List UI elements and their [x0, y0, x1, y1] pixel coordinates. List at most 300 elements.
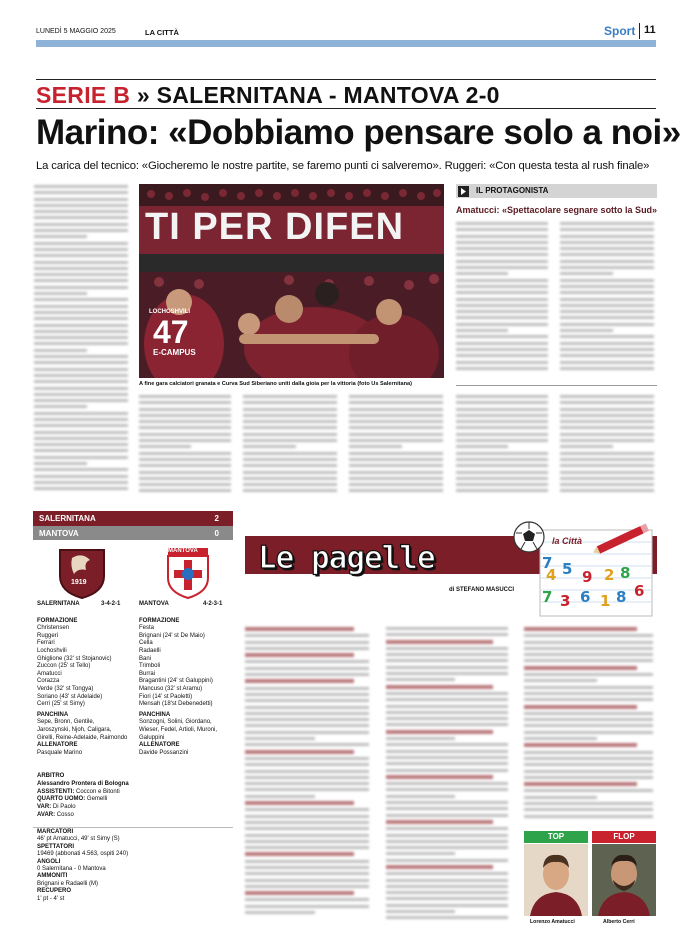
text-line	[524, 692, 653, 695]
text-line	[34, 431, 128, 434]
text-line	[139, 395, 231, 398]
protagonista-bar	[456, 184, 657, 198]
recupero-value: 1' pt - 4' st	[37, 895, 65, 902]
notebook-illustration	[512, 520, 657, 620]
text-line	[139, 452, 231, 455]
text-line	[560, 354, 654, 357]
text-line	[34, 424, 128, 427]
text-line	[524, 763, 653, 766]
text-line	[139, 420, 231, 423]
article-column-3	[243, 395, 340, 496]
text-line	[560, 241, 654, 244]
text-line	[456, 335, 548, 338]
text-line	[524, 770, 653, 773]
text-line	[386, 801, 508, 804]
official-row	[37, 781, 232, 789]
text-line	[386, 633, 508, 636]
text-line	[245, 860, 369, 863]
text-line	[456, 414, 548, 417]
pagelle-title: Le pagelle	[258, 540, 435, 576]
official-name: Gemelli	[85, 796, 108, 803]
text-line	[456, 426, 548, 429]
text-line	[456, 323, 548, 326]
text-line	[560, 433, 654, 436]
text-line	[243, 477, 337, 480]
protagonista-column-2	[560, 222, 657, 373]
stats-rule	[33, 827, 233, 828]
lineup-player: Mensah (18'st Debenedetti)	[139, 701, 213, 708]
text-line	[243, 420, 337, 423]
top-label: TOP	[524, 831, 588, 843]
svg-text:7: 7	[542, 588, 553, 606]
text-line	[386, 627, 508, 630]
text-line	[456, 329, 508, 332]
lineup-player: Trimboli	[139, 663, 161, 670]
text-line	[456, 408, 548, 411]
text-line	[524, 641, 653, 644]
text-line	[139, 458, 231, 461]
text-line	[245, 627, 354, 631]
text-line	[524, 627, 637, 631]
text-line	[349, 395, 443, 398]
angoli-label: ANGOLI	[37, 858, 61, 865]
text-line	[560, 285, 654, 288]
lineup-player: Festa	[139, 625, 155, 632]
text-line	[349, 445, 402, 448]
text-line	[34, 342, 128, 345]
text-line	[139, 489, 231, 492]
text-line	[243, 464, 337, 467]
text-line	[34, 355, 128, 358]
text-line	[386, 885, 508, 888]
stadium-banner: TI PER DIFEN	[145, 206, 405, 248]
text-line	[560, 408, 654, 411]
text-line	[524, 737, 597, 740]
home-lineup	[37, 625, 129, 709]
score-home-row	[33, 511, 233, 526]
text-line	[245, 872, 369, 875]
text-line	[560, 464, 654, 467]
text-line	[34, 443, 128, 446]
text-line	[456, 285, 548, 288]
spettatori-label: SPETTATORI	[37, 843, 75, 850]
text-line	[34, 248, 128, 251]
text-line	[456, 235, 548, 238]
text-line	[560, 266, 654, 269]
text-line	[34, 254, 128, 257]
text-line	[560, 483, 654, 486]
text-line	[34, 380, 128, 383]
text-line	[456, 489, 548, 492]
text-line	[34, 279, 128, 282]
text-line	[34, 481, 128, 484]
text-line	[524, 808, 653, 811]
text-line	[34, 487, 128, 490]
text-line	[243, 414, 337, 417]
text-line	[524, 686, 653, 689]
text-line	[456, 342, 548, 345]
text-line	[386, 846, 508, 849]
text-line	[34, 305, 128, 308]
text-line	[386, 879, 508, 882]
lineup-player: Radaelli	[139, 647, 161, 654]
text-line	[456, 367, 548, 370]
text-line	[34, 286, 128, 289]
article-column-4	[349, 395, 446, 496]
text-line	[386, 807, 508, 810]
top-player-portrait	[524, 844, 588, 916]
text-line	[386, 820, 493, 824]
text-line	[243, 433, 337, 436]
text-line	[243, 452, 337, 455]
text-line	[245, 750, 354, 754]
away-panchina-label: PANCHINA	[139, 711, 171, 718]
text-line	[139, 426, 231, 429]
home-team-label: SALERNITANA	[37, 601, 80, 607]
masthead-divider	[639, 23, 640, 39]
text-line	[386, 756, 508, 759]
text-line	[245, 815, 369, 818]
text-line	[456, 452, 548, 455]
text-line	[456, 291, 548, 294]
text-line	[456, 222, 548, 225]
text-line	[560, 426, 654, 429]
home-team: SALERNITANA	[39, 514, 96, 523]
pencil-icon	[590, 522, 654, 556]
section-rule	[36, 79, 656, 80]
text-line	[524, 724, 653, 727]
text-line	[245, 834, 369, 837]
text-line	[386, 750, 508, 753]
text-line	[456, 253, 548, 256]
text-line	[456, 439, 548, 442]
lineup-player: Lochoshvili	[37, 647, 67, 654]
text-line	[524, 789, 653, 792]
text-line	[349, 477, 443, 480]
kicker-league: SERIE B	[36, 82, 131, 108]
text-line	[245, 801, 354, 805]
text-line	[245, 724, 369, 727]
text-line	[524, 815, 653, 818]
text-line	[524, 743, 637, 747]
text-line	[245, 679, 354, 683]
lineup-player: Cerri (25' st Simy)	[37, 701, 85, 708]
text-line	[560, 310, 654, 313]
text-line	[34, 235, 87, 238]
home-allenatore-label: ALLENATORE	[37, 742, 78, 749]
notebook-brand: la Città	[552, 536, 583, 546]
text-line	[34, 292, 87, 295]
spettatori-value: 19469 (abbonati 4.563, ospiti 240)	[37, 851, 129, 858]
match-photo	[139, 184, 444, 378]
lineup-player: Ferrari	[37, 640, 55, 647]
text-line	[386, 852, 455, 855]
lineup-player: Verde (32' st Tongya)	[37, 685, 94, 692]
text-line	[245, 718, 369, 721]
text-line	[139, 483, 231, 486]
text-line	[456, 420, 548, 423]
score-away-row	[33, 526, 233, 540]
text-line	[386, 653, 508, 656]
text-line	[349, 401, 443, 404]
text-line	[560, 247, 654, 250]
official-row	[37, 773, 232, 781]
text-line	[245, 699, 369, 702]
text-line	[386, 743, 508, 746]
pagelle-column-1	[245, 627, 373, 917]
text-line	[245, 763, 369, 766]
photo-caption: A fine gara calciatori granata e Curva Sud Siberiano uniti dalla gioia per la vittoria (foto Us Salernitana)	[139, 381, 413, 387]
section-name: Sport	[604, 24, 636, 38]
text-line	[560, 445, 613, 448]
text-line	[524, 634, 653, 637]
text-line	[524, 705, 637, 709]
text-line	[386, 640, 493, 644]
svg-text:6: 6	[634, 582, 645, 600]
officials-block	[37, 773, 232, 820]
text-line	[245, 743, 369, 746]
text-line	[34, 349, 87, 352]
text-line	[386, 834, 508, 837]
text-line	[34, 399, 128, 402]
text-line	[245, 731, 369, 734]
text-line	[245, 770, 369, 773]
text-line	[524, 679, 597, 682]
text-line	[560, 272, 613, 275]
text-line	[139, 414, 231, 417]
text-line	[349, 439, 443, 442]
text-line	[456, 272, 508, 275]
text-line	[386, 775, 493, 779]
flop-player-name: Alberto Cerri	[603, 919, 635, 925]
text-line	[386, 730, 493, 734]
text-line	[560, 323, 654, 326]
kicker-sep: »	[130, 82, 157, 108]
mantova-crest-name: MANTOVA	[168, 548, 198, 554]
svg-text:1: 1	[600, 592, 611, 610]
text-line	[245, 737, 315, 740]
text-line	[34, 198, 128, 201]
jersey-sponsor: E-CAMPUS	[153, 348, 196, 357]
protagonista-column-1	[456, 222, 551, 373]
text-line	[245, 905, 369, 908]
text-line	[34, 393, 128, 396]
deck: La carica del tecnico: «Giocheremo le nostre partite, se faremo punti ci salveremo». Ruggeri: «Con questa testa al rush finale»	[36, 160, 650, 172]
text-line	[34, 449, 128, 452]
svg-text:9: 9	[582, 568, 593, 586]
text-line	[560, 253, 654, 256]
text-line	[560, 304, 654, 307]
text-line	[243, 445, 296, 448]
flop-player-portrait	[592, 844, 656, 916]
text-line	[386, 865, 493, 869]
lineup-player: Ghiglione (32' st Stojanovic)	[37, 655, 112, 662]
official-row	[37, 812, 232, 820]
text-line	[34, 387, 128, 390]
lineup-player: Zuccon (25' st Tello)	[37, 663, 91, 670]
text-line	[560, 342, 654, 345]
text-line	[560, 452, 654, 455]
text-line	[560, 367, 654, 370]
text-line	[245, 852, 354, 856]
text-line	[245, 647, 369, 650]
text-line	[245, 653, 354, 657]
text-line	[456, 241, 548, 244]
text-line	[524, 712, 653, 715]
headline: Marino: «Dobbiamo pensare solo a noi»	[36, 113, 681, 152]
text-line	[349, 452, 443, 455]
mantova-crest	[165, 546, 211, 600]
text-line	[524, 666, 637, 670]
text-line	[139, 408, 231, 411]
text-line	[34, 324, 128, 327]
home-bench: Sepe, Bronn, Gentile, Jaroszynski, Njoh, Caligara, Girelli, Reine-Adelaide, Raimondo	[37, 719, 128, 741]
text-line	[139, 471, 231, 474]
text-line	[386, 678, 455, 681]
official-row	[37, 804, 232, 812]
text-line	[34, 361, 128, 364]
text-line	[34, 242, 128, 245]
text-line	[34, 317, 128, 320]
text-line	[386, 659, 508, 662]
text-line	[456, 310, 548, 313]
text-line	[386, 827, 508, 830]
kicker-match: SALERNITANA - MANTOVA 2-0	[156, 82, 500, 108]
official-role: QUARTO UOMO:	[37, 796, 86, 803]
text-line	[243, 458, 337, 461]
text-line	[386, 897, 508, 900]
text-line	[386, 672, 508, 675]
text-line	[139, 445, 191, 448]
away-module: 4-2-3-1	[203, 601, 223, 607]
svg-text:5: 5	[562, 560, 573, 578]
text-line	[386, 762, 508, 765]
text-line	[34, 204, 128, 207]
issue-date: LUNEDÌ 5 MAGGIO 2025	[36, 28, 116, 35]
text-line	[456, 354, 548, 357]
top-player-name: Lorenzo Amatucci	[530, 919, 575, 925]
text-line	[139, 401, 231, 404]
lineup-player: Ruggeri	[37, 632, 59, 639]
official-name: Di Paolo	[51, 804, 76, 811]
flop-label: FLOP	[592, 831, 656, 843]
text-line	[139, 433, 231, 436]
home-goals: 2	[214, 514, 219, 523]
text-line	[34, 185, 128, 188]
text-line	[34, 468, 128, 471]
text-line	[560, 298, 654, 301]
official-row	[37, 796, 232, 804]
lineup-player: Bani	[139, 655, 152, 662]
text-line	[524, 731, 653, 734]
recupero-label: RECUPERO	[37, 888, 72, 895]
text-line	[386, 891, 508, 894]
text-line	[34, 456, 128, 459]
text-line	[245, 885, 369, 888]
official-name: Coccon e Bitonti	[74, 788, 120, 795]
official-name: Alessandro Prontera di Bologna	[37, 780, 129, 787]
text-line	[386, 814, 508, 817]
svg-text:3: 3	[560, 592, 571, 610]
text-line	[386, 769, 508, 772]
text-line	[34, 273, 128, 276]
pagelle-column-2	[386, 627, 512, 923]
text-line	[524, 776, 653, 779]
text-line	[34, 437, 128, 440]
text-line	[243, 395, 337, 398]
text-line	[456, 395, 548, 398]
text-line	[524, 647, 653, 650]
text-line	[560, 471, 654, 474]
away-formazione-label: FORMAZIONE	[139, 617, 180, 624]
svg-text:4: 4	[546, 566, 557, 584]
text-line	[524, 782, 637, 786]
text-line	[524, 751, 653, 754]
text-line	[386, 872, 508, 875]
home-module-row	[37, 601, 129, 609]
text-line	[560, 414, 654, 417]
article-column-2	[139, 395, 234, 496]
text-line	[560, 361, 654, 364]
protagonista-title: Amatucci: «Spettacolare segnare sotto la Sud»	[456, 205, 658, 215]
official-name: Cosso	[55, 811, 74, 818]
lineup-player: Mancuso (32' st Aramu)	[139, 685, 203, 692]
official-role: AVAR:	[37, 811, 56, 818]
page-number: 11	[644, 24, 656, 36]
text-line	[386, 910, 455, 913]
kicker	[36, 82, 656, 108]
away-bench: Sonzogni, Solini, Giordano, Wieser, Fedel, Artioli, Muroni, Galuppini	[139, 719, 218, 741]
text-line	[349, 408, 443, 411]
text-line	[243, 401, 337, 404]
arrow-right-icon	[458, 186, 469, 197]
text-line	[34, 216, 128, 219]
home-lineup-block	[37, 601, 129, 757]
text-line	[386, 859, 508, 862]
text-line	[245, 660, 369, 663]
football-icon	[512, 520, 546, 554]
top-player-photo	[524, 844, 588, 916]
text-line	[386, 647, 508, 650]
home-module: 3-4-2-1	[101, 601, 121, 607]
protagonista-label: IL PROTAGONISTA	[476, 186, 549, 195]
text-line	[139, 439, 231, 442]
lineup-player: Corazza	[37, 678, 60, 685]
lineup-player: Soriano (43' st Adelaide)	[37, 693, 103, 700]
text-line	[560, 291, 654, 294]
text-line	[386, 685, 493, 689]
text-line	[560, 439, 654, 442]
text-line	[456, 348, 548, 351]
text-line	[456, 228, 548, 231]
away-allenatore-label: ALLENATORE	[139, 742, 180, 749]
masthead-rule	[36, 40, 656, 47]
text-line	[524, 718, 653, 721]
salernitana-crest-year: 1919	[71, 579, 87, 586]
text-line	[243, 408, 337, 411]
away-coach: Davide Possanzini	[139, 749, 189, 756]
marcatori-value: 46' pt Amatucci, 49' st Simy (S)	[37, 836, 120, 843]
text-line	[349, 483, 443, 486]
protagonista-separator	[456, 385, 657, 386]
text-line	[524, 653, 653, 656]
jersey-number: 47	[153, 314, 189, 350]
paper-name: LA CITTÀ	[145, 28, 179, 37]
svg-text:7: 7	[542, 554, 553, 572]
text-line	[386, 782, 508, 785]
pagelle-byline: di STEFANO MASUCCI	[449, 587, 515, 593]
text-line	[245, 693, 369, 696]
